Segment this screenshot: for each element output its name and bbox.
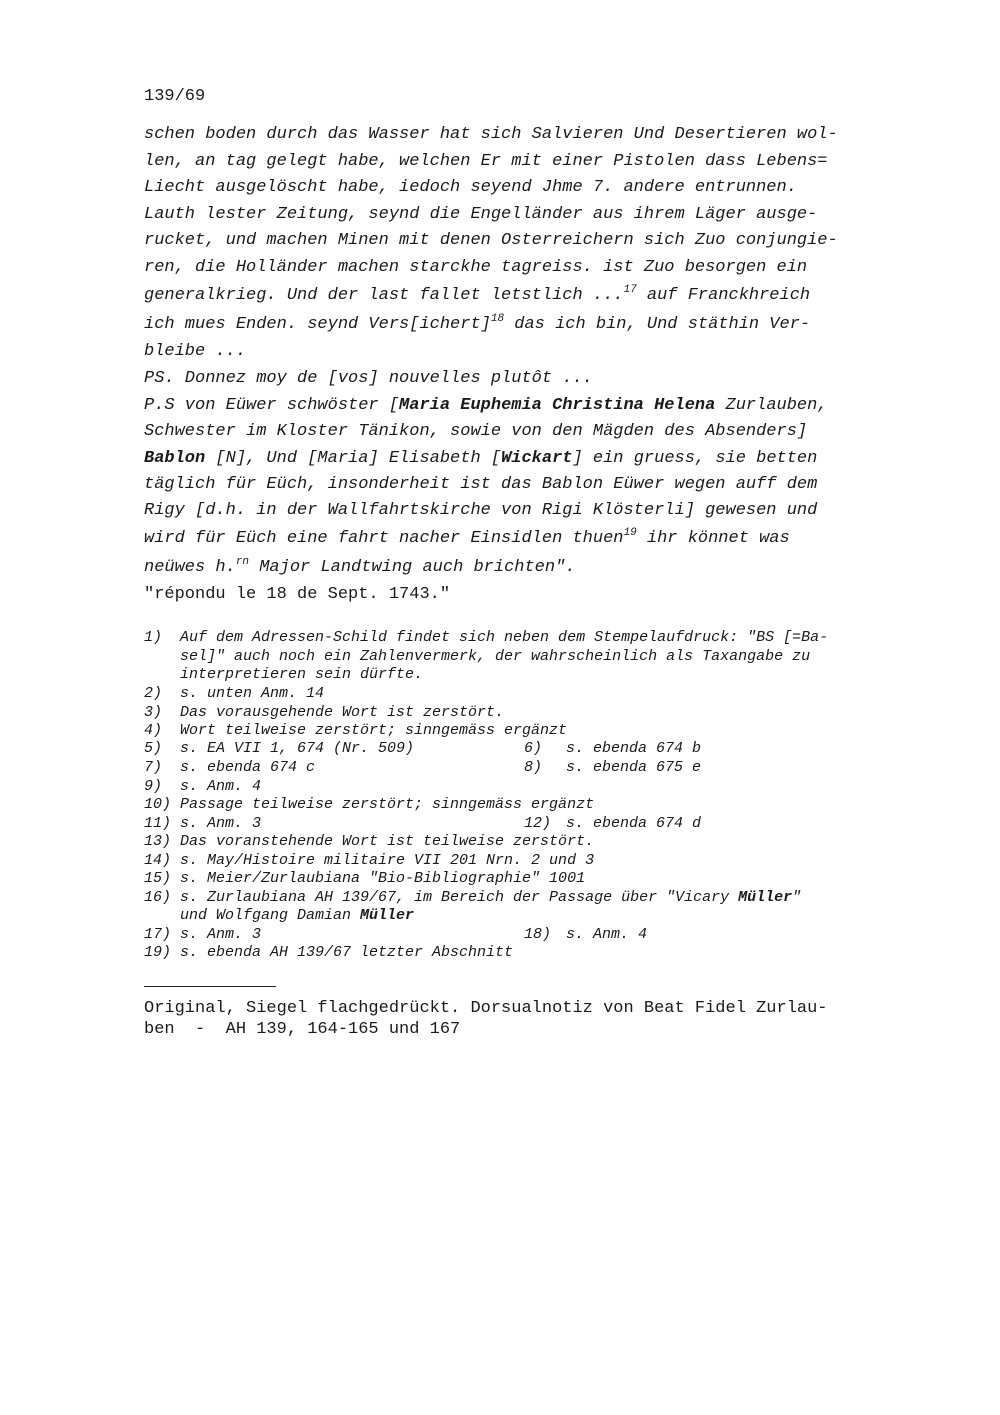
footnote-text: s. ebenda AH 139/67 letzter Abschnitt — [180, 944, 514, 961]
footnote-text: Wort teilweise zerstört; sinngemäss ergänzt — [180, 722, 568, 739]
footnote-text: Das vorausgehende Wort ist zerstört. — [180, 704, 505, 721]
footnote-text: s. Zurlaubiana AH 139/67, im Bereich der Passage über "Vicary Müller" — [180, 889, 802, 906]
footnote-ref: 18 — [490, 313, 505, 325]
footnote-text: Auf dem Adressen-Schild findet sich neben dem Stempelaufdruck: "BS [=Ba- — [180, 629, 829, 646]
letter-line: täglich für Eüch, insonderheit ist das Bablon Eüwer wegen auff dem — [144, 475, 818, 494]
letter-line: P.S von Eüwer schwöster [Maria Euphemia Christina Helena Zurlauben, — [144, 396, 828, 415]
letter-line: generalkrieg. Und der last fallet letstlich ...$^{17}$ auf Franckhreich — [144, 284, 811, 305]
letter-line: Bablon [N], Und [Maria] Elisabeth [Wickart] ein gruess, sie betten — [144, 449, 818, 468]
footnote-number: 17) — [144, 926, 172, 943]
letter-line: ren, die Holländer machen starckhe tagreiss. ist Zuo besorgen ein — [144, 258, 808, 277]
footnote-number: 11) — [144, 815, 172, 832]
footnote-text: sel]" auch noch ein Zahlenvermerk, der wahrscheinlich als Taxangabe zu — [180, 648, 811, 665]
footnote-text: Das voranstehende Wort ist teilweise zerstört. — [180, 833, 595, 850]
letter-line: Lauth lester Zeitung, seynd die Engelländer aus ihrem Läger ausge- — [144, 205, 818, 224]
footnote-number: 3) — [144, 704, 163, 721]
footnote-number: 18) — [524, 926, 552, 943]
person-name: Müller — [360, 907, 415, 924]
footnote-number: 4) — [144, 722, 163, 739]
footnote-text: s. Anm. 4 — [180, 778, 262, 795]
footnote-text: s. Meier/Zurlaubiana "Bio-Bibliographie" 1001 — [180, 870, 586, 887]
footnote-number: 13) — [144, 833, 172, 850]
letter-line: Liecht ausgelöscht habe, iedoch seyend Jhme 7. andere entrunnen. — [144, 178, 797, 197]
source-note-line: ben - AH 139, 164-165 und 167 — [144, 1020, 461, 1039]
footnote-number: 2) — [144, 685, 163, 702]
person-name: Wickart — [501, 449, 573, 468]
page-number: 139/69 — [144, 87, 206, 106]
letter-line: rucket, und machen Minen mit denen Osterreichern sich Zuo conjungie- — [144, 231, 838, 250]
footnote-text: und Wolfgang Damian Müller — [180, 907, 415, 924]
superscript-abbrev: rn — [235, 556, 250, 568]
letter-line: ich mues Enden. seynd Vers[ichert]$^{18}$ das ich bin, Und stäthin Ver- — [144, 313, 811, 334]
footnote-text: s. EA VII 1, 674 (Nr. 509) — [180, 740, 415, 757]
footnote-number: 8) — [524, 759, 543, 776]
footnote-number: 9) — [144, 778, 163, 795]
footnote-text: s. unten Anm. 14 — [180, 685, 325, 702]
footnote-text: s. Anm. 3 — [180, 815, 262, 832]
footnote-text: s. ebenda 675 e — [566, 759, 702, 776]
footnote-text: s. ebenda 674 b — [566, 740, 702, 757]
footnote-text: s. Anm. 3 — [180, 926, 262, 943]
letter-line: Schwester im Kloster Tänikon, sowie von den Mägden des Absenders] — [144, 422, 808, 441]
footnote-number: 5) — [144, 740, 163, 757]
reply-note: "répondu le 18 de Sept. 1743." — [144, 585, 451, 604]
footnote-number: 14) — [144, 852, 172, 869]
footnote-separator — [144, 986, 276, 987]
footnote-ref: 19 — [623, 527, 637, 539]
footnote-number: 12) — [524, 815, 552, 832]
letter-line: wird für Eüch eine fahrt nacher Einsidlen thuen$^{19}$ ihr könnet was — [144, 527, 790, 548]
footnote-text: s. ebenda 674 d — [566, 815, 702, 832]
person-name: Bablon — [144, 449, 206, 468]
footnote-number: 16) — [144, 889, 172, 906]
letter-line: neüwes h.$^{rn}$ Major Landtwing auch brichten". — [144, 556, 576, 577]
person-name: Maria Euphemia Christina Helena — [399, 396, 716, 415]
letter-line: PS. Donnez moy de [vos] nouvelles plutôt ... — [144, 369, 593, 388]
footnote-number: 1) — [144, 629, 163, 646]
footnote-number: 19) — [144, 944, 172, 961]
footnote-text: s. Anm. 4 — [566, 926, 648, 943]
footnote-number: 7) — [144, 759, 163, 776]
source-note-line: Original, Siegel flachgedrückt. Dorsualnotiz von Beat Fidel Zurlau- — [144, 999, 828, 1018]
footnote-text: Passage teilweise zerstört; sinngemäss ergänzt — [180, 796, 595, 813]
letter-line: len, an tag gelegt habe, welchen Er mit einer Pistolen dass Lebens= — [144, 152, 828, 171]
footnote-ref: 17 — [623, 284, 637, 296]
person-name: Müller — [738, 889, 793, 906]
letter-line: bleibe ... — [144, 342, 247, 361]
letter-line: Rigy [d.h. in der Wallfahrtskirche von Rigi Klösterli] gewesen und — [144, 501, 818, 520]
footnote-number: 15) — [144, 870, 172, 887]
footnote-text: s. May/Histoire militaire VII 201 Nrn. 2 und 3 — [180, 852, 595, 869]
footnote-number: 10) — [144, 796, 172, 813]
footnote-text: interpretieren sein dürfte. — [180, 666, 424, 683]
footnote-text: s. ebenda 674 c — [180, 759, 316, 776]
letter-line: schen boden durch das Wasser hat sich Salvieren Und Desertieren wol- — [144, 125, 838, 144]
footnote-number: 6) — [524, 740, 543, 757]
